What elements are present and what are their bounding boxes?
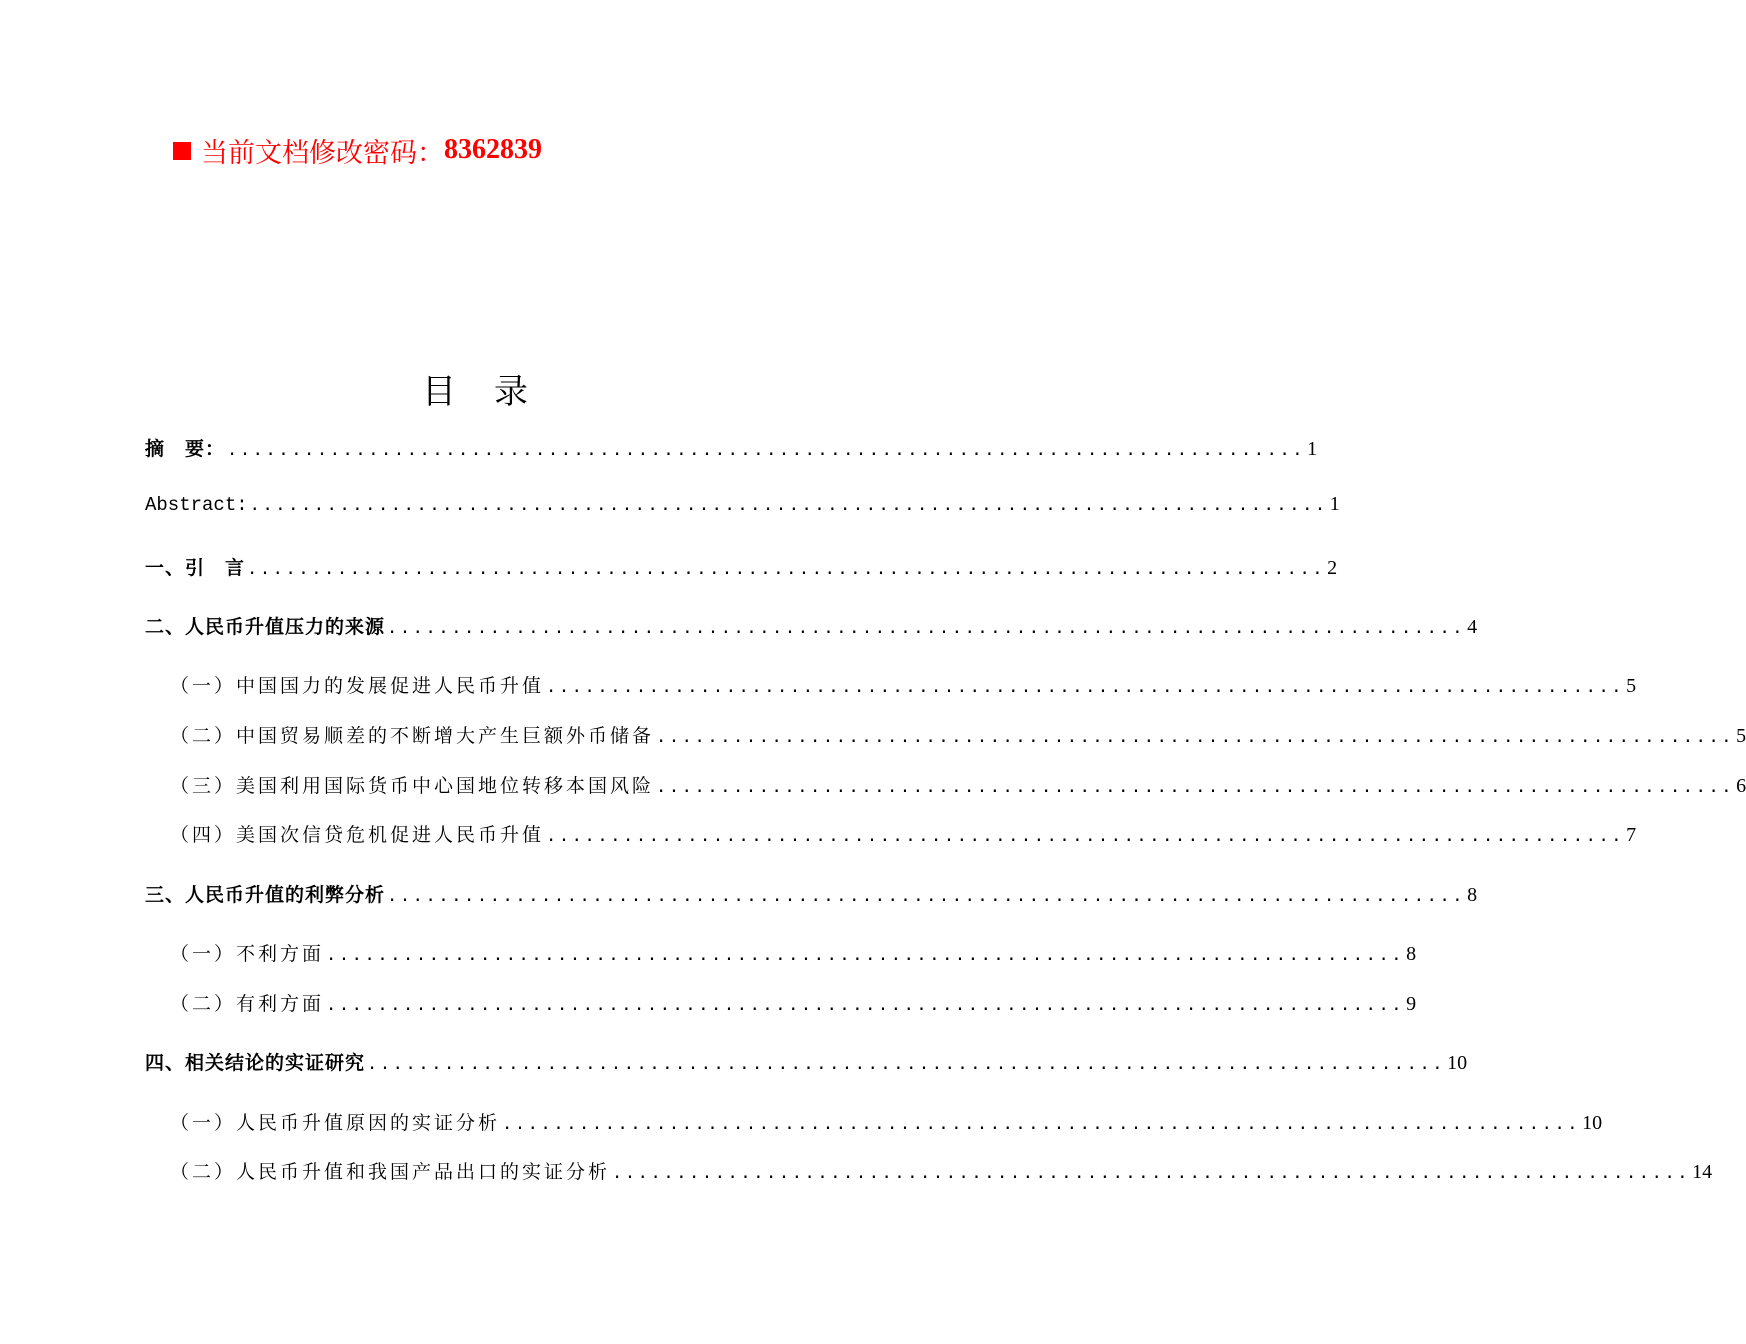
toc-leader-dots: .................................................................................... [502, 1114, 1581, 1134]
password-code: 8362839 [444, 134, 542, 165]
toc-entry-section-2[interactable] [145, 612, 1478, 642]
toc-entry-label: （三）美国利用国际货币中心国地位转移本国风险 [170, 775, 655, 797]
toc-entry-label: （二）人民币升值和我国产品出口的实证分析 [170, 1161, 611, 1183]
toc-entry-page: 5 [1626, 675, 1637, 697]
toc-leader-dots: .................................................................................... [247, 559, 1326, 579]
toc-entry-page: 4 [1467, 616, 1478, 638]
toc-entry-page: 14 [1692, 1161, 1713, 1183]
toc-leader-dots: .................................................................................... [326, 995, 1405, 1015]
toc-entry-label: 四、相关结论的实证研究 [145, 1052, 366, 1074]
toc-entry-label: （一）中国国力的发展促进人民币升值 [170, 675, 545, 697]
toc-entry-label: 三、人民币升值的利弊分析 [145, 884, 386, 906]
toc-entry-label: （四）美国次信贷危机促进人民币升值 [170, 824, 545, 846]
toc-entry-page: 9 [1406, 993, 1417, 1015]
toc-entry-page: 6 [1736, 775, 1746, 797]
toc-entry-label: Abstract: [145, 494, 248, 516]
toc-entry-label: 一、引 言 [145, 557, 246, 579]
toc-entry-page: 8 [1467, 884, 1478, 906]
toc-entry-section-2-1[interactable] [170, 671, 1637, 701]
toc-title-char-1: 目 [422, 372, 456, 412]
toc-entry-page: 5 [1736, 725, 1746, 747]
toc-entry-section-1[interactable] [145, 553, 1338, 583]
toc-entry-abstract-en[interactable] [145, 493, 1340, 523]
toc-entry-section-2-2[interactable] [170, 721, 1746, 751]
toc-title [0, 364, 950, 413]
toc-entry-label: （二）有利方面 [170, 993, 325, 1015]
password-notice [173, 130, 542, 170]
toc-entry-section-4-1[interactable] [170, 1108, 1603, 1138]
toc-entry-label: 摘 要： [145, 438, 226, 460]
toc-entry-page: 7 [1626, 824, 1637, 846]
toc-entry-label: （二）中国贸易顺差的不断增大产生巨额外币储备 [170, 725, 655, 747]
toc-title-char-2: 录 [494, 372, 528, 412]
toc-leader-dots: .................................................................................... [387, 618, 1466, 638]
toc-leader-dots: .................................................................................... [326, 945, 1405, 965]
toc-leader-dots: .................................................................................... [546, 677, 1625, 697]
toc-entry-section-2-3[interactable] [170, 771, 1746, 801]
toc-entry-section-2-4[interactable] [170, 820, 1637, 850]
toc-leader-dots: .................................................................................... [656, 777, 1735, 797]
toc-entry-page: 1 [1329, 493, 1340, 515]
toc-entry-label: 二、人民币升值压力的来源 [145, 616, 386, 638]
toc-entry-page: 2 [1327, 557, 1338, 579]
toc-entry-label: （一）人民币升值原因的实证分析 [170, 1112, 501, 1134]
toc-entry-section-3[interactable] [145, 880, 1478, 910]
toc-entry-page: 10 [1582, 1112, 1603, 1134]
toc-leader-dots: .................................................................................... [249, 495, 1328, 515]
toc-entry-section-4[interactable] [145, 1048, 1468, 1078]
toc-entry-label: （一）不利方面 [170, 943, 325, 965]
toc-entry-abstract-cn[interactable] [145, 434, 1318, 464]
toc-leader-dots: .................................................................................... [387, 886, 1466, 906]
toc-entry-page: 10 [1447, 1052, 1468, 1074]
toc-entry-section-3-1[interactable] [170, 939, 1417, 969]
toc-leader-dots: .................................................................................... [367, 1054, 1446, 1074]
toc-entry-page: 8 [1406, 943, 1417, 965]
toc-entry-section-3-2[interactable] [170, 989, 1417, 1019]
toc-entry-section-4-2[interactable] [170, 1157, 1713, 1187]
toc-entry-page: 1 [1307, 438, 1318, 460]
toc-leader-dots: .................................................................................... [656, 727, 1735, 747]
password-notice-text: 当前文档修改密码： [201, 137, 444, 169]
toc-leader-dots: .................................................................................... [612, 1163, 1691, 1183]
toc-leader-dots: .................................................................................... [546, 826, 1625, 846]
toc-leader-dots: .................................................................................... [227, 440, 1306, 460]
red-square-icon [173, 142, 191, 160]
